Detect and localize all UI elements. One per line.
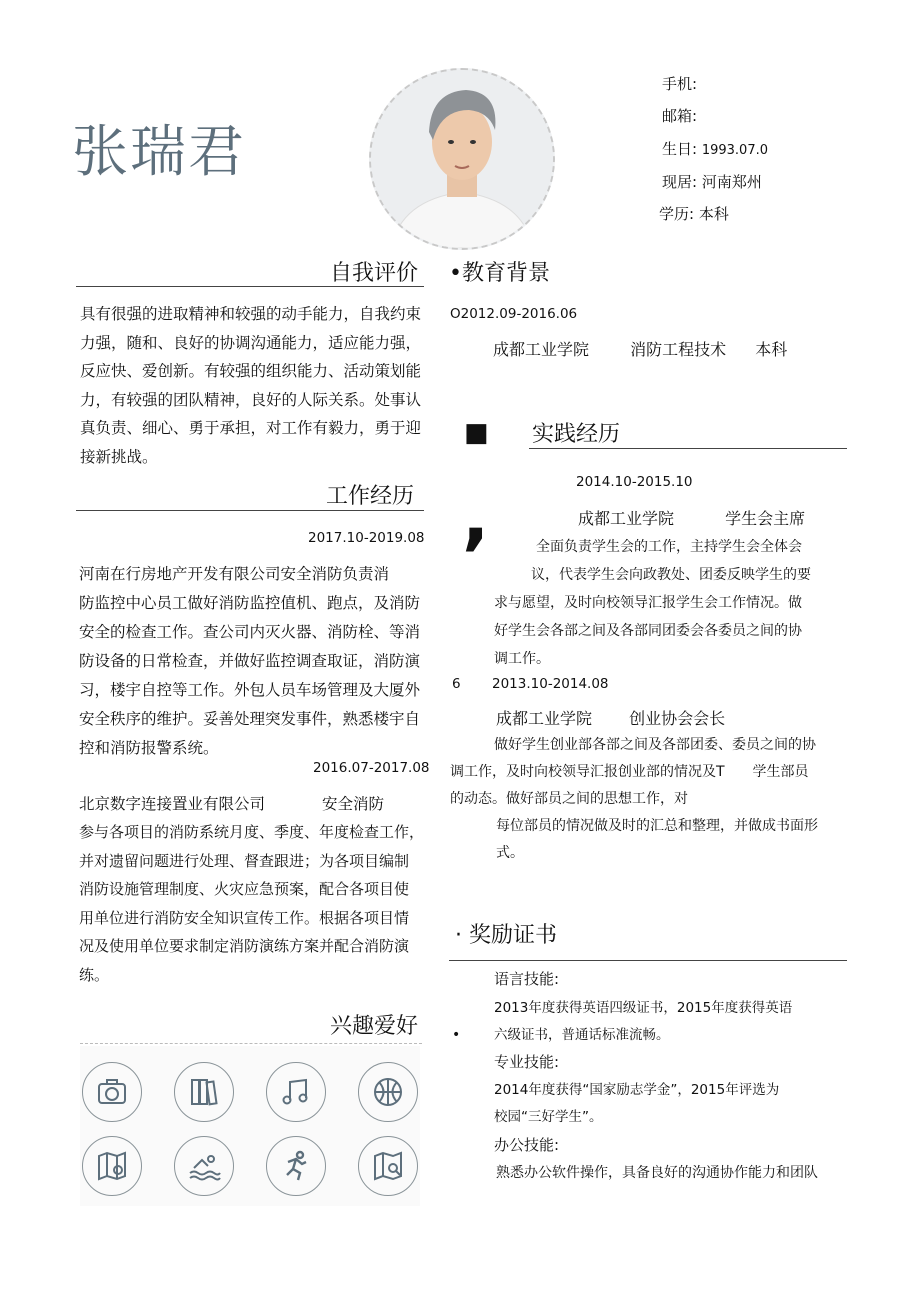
- practice-comma: ,: [462, 474, 490, 558]
- self-eval-title: 自我评价: [330, 261, 419, 286]
- text-line: 校园“三好学生”。: [494, 1109, 603, 1125]
- practice-divider: [529, 448, 847, 449]
- job1-date: 2017.10-2019.08: [308, 530, 425, 546]
- text-line: 练。: [79, 965, 110, 984]
- text-line: 安全秩序的维护。妥善处理突发事件，熟悉楼宇自: [79, 710, 421, 728]
- exp2-role: 创业协会会长: [629, 709, 726, 728]
- running-icon: [266, 1136, 326, 1196]
- text-line: 议，代表学生会向政教处、团委反映学生的要: [531, 567, 811, 583]
- text-line: 求与愿望，及时向校领导汇报学生会工作情况。做: [494, 595, 802, 611]
- exp2-date: 2013.10-2014.08: [492, 676, 609, 692]
- text-line: 2013年度获得英语四级证书，2015年度获得英语: [494, 1000, 793, 1016]
- birthday-value: 1993.07.0: [701, 143, 769, 158]
- text-line: 习，楼宇自控等工作。外包人员车场管理及大厦外: [79, 681, 421, 699]
- job2-date: 2016.07-2017.08: [313, 760, 430, 776]
- education-value: 本科: [698, 205, 729, 223]
- job2-role: 安全消防: [321, 795, 384, 813]
- text-line: 式。: [496, 845, 524, 861]
- text-line: 2014年度获得“国家励志学金”，2015年评选为: [494, 1082, 780, 1098]
- text-line: 全面负责学生会的工作，主持学生会全体会: [536, 539, 802, 555]
- camera-icon: [82, 1062, 142, 1122]
- exp2-org: 成都工业学院: [496, 709, 593, 728]
- self-eval-divider: [76, 286, 424, 287]
- education-title: 教育背景: [461, 261, 550, 286]
- text-line: 防设备的日常检查，并做好监控调查取证，消防演: [79, 652, 421, 670]
- text-line: 真负责、细心、勇于承担，对工作有毅力，勇于迎: [80, 419, 422, 437]
- work-divider: [76, 510, 424, 511]
- education-row: [659, 203, 729, 224]
- text-line: 消防设施管理制度、火灾应急预案，配合各项目使: [79, 880, 410, 898]
- text-line: 力强，随和、良好的协调沟通能力，适应能力强，: [80, 333, 422, 352]
- exp1-role: 学生会主席: [725, 509, 806, 528]
- text-line: 具有很强的进取精神和较强的动手能力，自我约束: [80, 305, 422, 323]
- text-line: 熟悉办公软件操作，具备良好的沟通协作能力和团队: [496, 1165, 818, 1181]
- lang-label: 语言技能:: [494, 970, 560, 988]
- text-line: 调工作，及时向校领导汇报创业部的情况及T 学生部员: [450, 764, 809, 780]
- awards-title: 奖励证书: [469, 923, 558, 948]
- text-line: 好学生会各部之间及各部同团委会各委员之间的协: [494, 623, 802, 639]
- text-line: 防监控中心员工做好消防监控值机、跑点，及消防: [79, 594, 421, 612]
- practice-square: ■: [464, 418, 489, 448]
- portrait-illustration: [371, 70, 553, 248]
- text-line: 做好学生创业部各部之间及各部团委、委员之间的协: [494, 737, 816, 753]
- awards-heading: [455, 918, 557, 949]
- awards-bullet: ·: [455, 923, 462, 948]
- education-label: 学历:: [659, 205, 695, 223]
- map-search-icon: [358, 1136, 418, 1196]
- text-line: 安全的检查工作。查公司内灭火器、消防栓、等消: [79, 623, 421, 641]
- text-line: 控和消防报警系统。: [79, 739, 219, 757]
- job1-body: [79, 560, 429, 763]
- books-icon: [174, 1062, 234, 1122]
- exp2-prefix: 6: [452, 676, 461, 692]
- birthday-label: 生日:: [662, 140, 698, 158]
- education-degree: 本科: [755, 340, 788, 359]
- text-line: 每位部员的情况做及时的汇总和整理，并做成书面形: [496, 818, 818, 834]
- basketball-icon: [358, 1062, 418, 1122]
- hobbies-title: 兴趣爱好: [330, 1014, 419, 1039]
- awards-divider: [449, 960, 847, 961]
- text-line: 调工作。: [494, 651, 550, 667]
- residence-row: [662, 171, 762, 192]
- practice-title: 实践经历: [532, 422, 621, 447]
- self-eval-body: [80, 300, 430, 471]
- text-line: 的动态。做好部员之间的思想工作，对: [450, 791, 688, 807]
- job2-header: [79, 790, 384, 819]
- exp1-org: 成都工业学院: [578, 509, 675, 528]
- education-school: 成都工业学院: [493, 340, 590, 359]
- email-label: 邮箱:: [662, 107, 698, 125]
- education-bullet: •: [449, 261, 462, 286]
- exp1-header: [578, 505, 805, 534]
- map-icon: [82, 1136, 142, 1196]
- text-line: 六级证书，普通话标准流畅。: [494, 1027, 670, 1043]
- education-row: [493, 336, 787, 365]
- birthday-row: [662, 138, 768, 159]
- residence-label: 现居:: [662, 173, 698, 191]
- office-label: 办公技能:: [494, 1136, 560, 1154]
- hobbies-divider: [80, 1043, 422, 1045]
- exp1-date: 2014.10-2015.10: [576, 474, 693, 490]
- text-line: 用单位进行消防安全知识宣传工作。根据各项目情: [79, 908, 410, 927]
- education-major: 消防工程技术: [630, 340, 727, 359]
- text-line: 河南在行房地产开发有限公司安全消防负责消: [79, 565, 390, 583]
- job2-body: [79, 818, 429, 989]
- text-line: 参与各项目的消防系统月度、季度、年度检查工作，: [79, 823, 425, 841]
- text-line: 力，有较强的团队精神，良好的人际关系。处事认: [80, 390, 422, 409]
- text-line: 况及使用单位要求制定消防演练方案并配合消防演: [79, 937, 410, 955]
- education-date: O2012.09-2016.06: [450, 306, 578, 322]
- residence-value: 河南郑州: [701, 173, 762, 191]
- education-heading: [449, 256, 550, 287]
- job2-company: 北京数字连接置业有限公司: [79, 795, 266, 813]
- text-line: 接新挑战。: [80, 447, 158, 466]
- text-line: 反应快、爱创新。有较强的组织能力、活动策划能: [80, 362, 422, 380]
- exp2-header: [496, 705, 725, 734]
- phone-label: 手机:: [662, 75, 698, 93]
- profile-photo: [369, 68, 555, 250]
- awards-dot: •: [452, 1027, 461, 1043]
- pro-label: 专业技能:: [494, 1053, 560, 1071]
- work-title: 工作经历: [326, 484, 415, 509]
- swimming-icon: [174, 1136, 234, 1196]
- music-icon: [266, 1062, 326, 1122]
- candidate-name: 张瑞君: [72, 120, 246, 185]
- text-line: 并对遗留问题进行处理、督查跟进；为各项目编制: [79, 851, 410, 870]
